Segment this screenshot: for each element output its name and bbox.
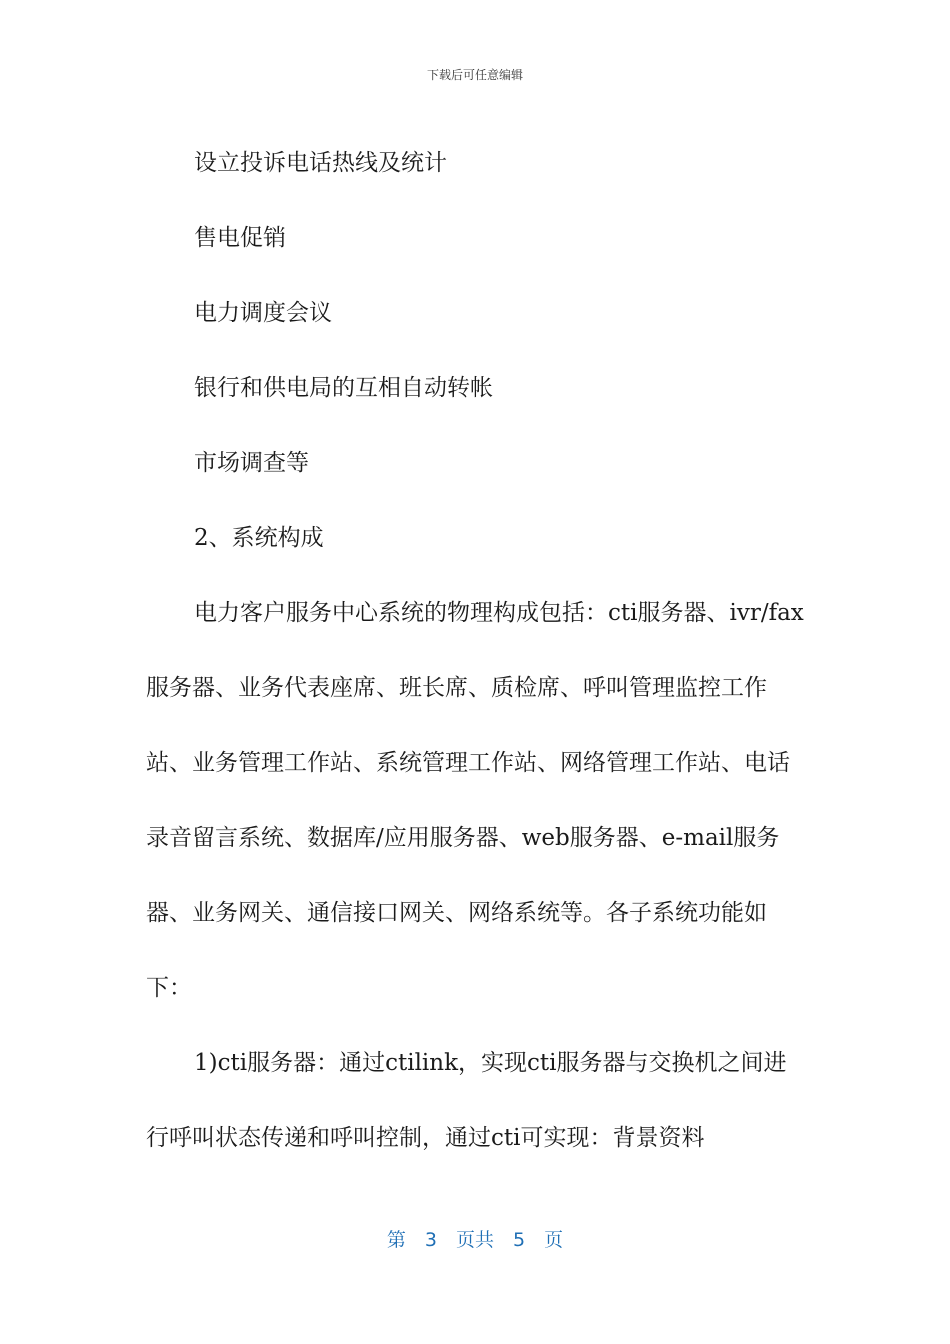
paragraph-market-survey: 市场调查等 bbox=[194, 450, 309, 476]
paragraph-sales-promotion: 售电促销 bbox=[194, 225, 286, 251]
document-body bbox=[146, 126, 806, 1176]
paragraph-dispatch-meeting: 电力调度会议 bbox=[194, 300, 332, 326]
paragraph-bank-transfer: 银行和供电局的互相自动转帐 bbox=[194, 375, 493, 401]
paragraph-cti-server: 1)cti服务器：通过ctilink，实现cti服务器与交换机之间进行呼叫状态传递和呼叫控制，通过cti可实现：背景资料 bbox=[146, 1050, 787, 1151]
paragraph-complaint-hotline: 设立投诉电话热线及统计 bbox=[194, 150, 447, 176]
page-number-footer: 第 3 页共 5 页 bbox=[386, 1229, 564, 1251]
section-heading-system-composition: 2、系统构成 bbox=[194, 525, 324, 551]
paragraph-physical-composition: 电力客户服务中心系统的物理构成包括：cti服务器、ivr/fax服务器、业务代表座席、班长席、质检席、呼叫管理监控工作站、业务管理工作站、系统管理工作站、网络管理工作站、电话录音留言系统、数据库/应用服务器、web服务器、e-mail服务器、业务网关、通信接口网关、网络系统等。各子系统功能如下： bbox=[146, 600, 804, 1001]
page-header-note: 下载后可任意编辑 bbox=[426, 68, 523, 82]
